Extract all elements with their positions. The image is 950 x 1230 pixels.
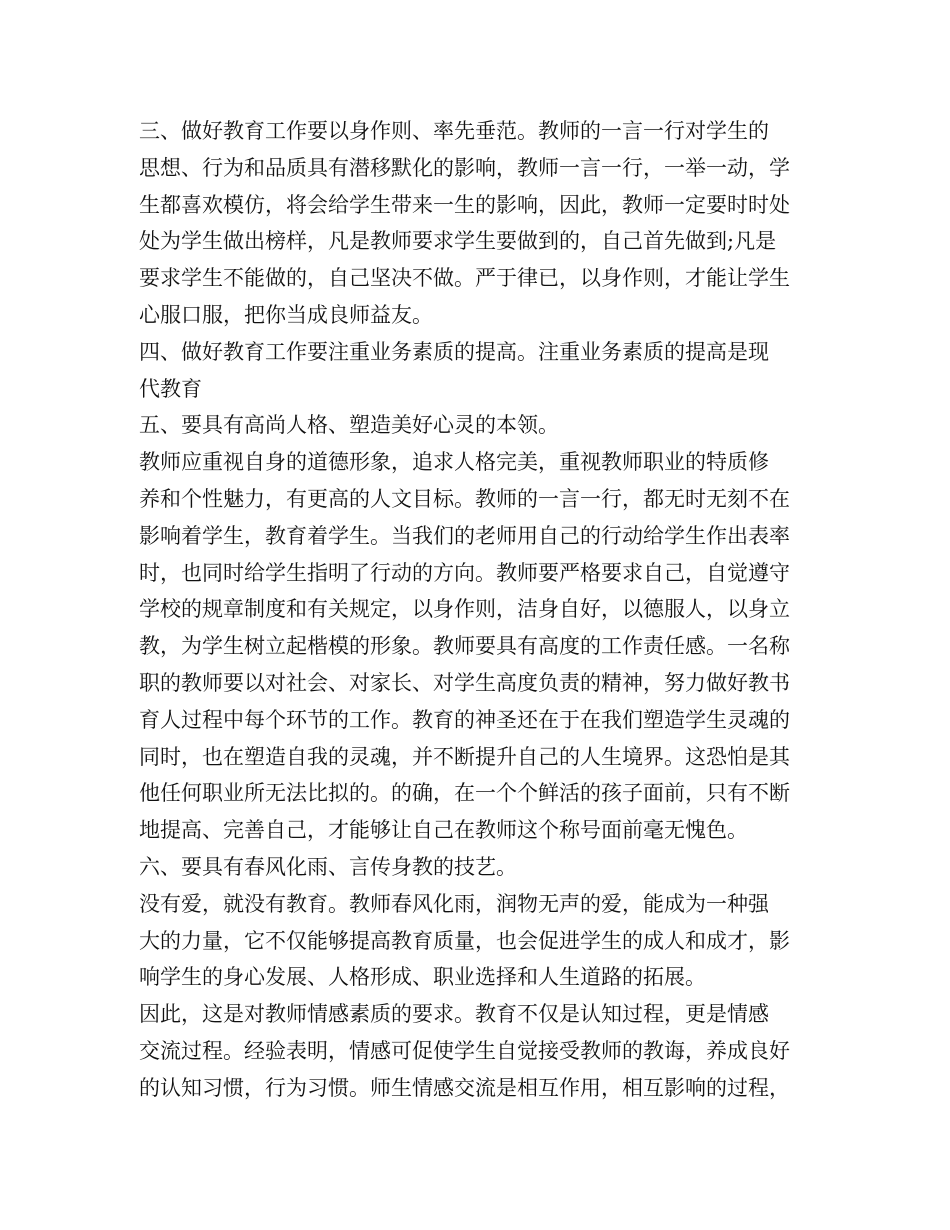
text-line: 三、做好教育工作要以身作则、率先垂范。教师的一言一行对学生的: [139, 119, 769, 143]
text-line: 四、做好教育工作要注重业务素质的提高。注重业务素质的提高是现: [139, 339, 769, 364]
text-line: 思想、行为和品质具有潜移默化的影响，教师一言一行，一举一动，学: [139, 155, 790, 180]
text-line: 时，也同时给学生指明了行动的方向。教师要严格要求自己，自觉遵守: [139, 560, 790, 585]
text-line: 没有爱，就没有教育。教师春风化雨，润物无声的爱，能成为一种强: [139, 891, 769, 916]
text-line: 他任何职业所无法比拟的。的确，在一个个鲜活的孩子面前，只有不断: [139, 781, 790, 806]
text-line: 影响着学生，教育着学生。当我们的老师用自己的行动给学生作出表率: [139, 523, 790, 548]
text-line: 职的教师要以对社会、对家长、对学生高度负责的精神，努力做好教书: [139, 670, 790, 695]
text-line: 六、要具有春风化雨、言传身教的技艺。: [139, 854, 517, 879]
text-line: 教，为学生树立起楷模的形象。教师要具有高度的工作责任感。一名称: [139, 634, 790, 659]
text-line: 学校的规章制度和有关规定，以身作则，洁身自好，以德服人，以身立: [139, 597, 790, 622]
text-line: 的认知习惯，行为习惯。师生情感交流是相互作用，相互影响的过程，: [139, 1075, 790, 1100]
text-line: 响学生的身心发展、人格形成、职业选择和人生道路的拓展。: [139, 965, 706, 990]
text-line: 代教育: [139, 376, 202, 401]
text-line: 处为学生做出榜样，凡是教师要求学生要做到的，自己首先做到;凡是: [139, 229, 777, 254]
text-line: 五、要具有高尚人格、塑造美好心灵的本领。: [139, 413, 559, 438]
text-line: 要求学生不能做的，自己坚决不做。严于律已，以身作则，才能让学生: [139, 266, 790, 291]
text-line: 心服口服，把你当成良师益友。: [139, 302, 433, 327]
text-line: 因此，这是对教师情感素质的要求。教育不仅是认知过程，更是情感: [139, 1002, 769, 1027]
text-line: 养和个性魅力，有更高的人文目标。教师的一言一行，都无时无刻不在: [139, 486, 790, 511]
text-line: 教师应重视自身的道德形象，追求人格完美，重视教师职业的特质修: [139, 450, 769, 475]
text-line: 育人过程中每个环节的工作。教育的神圣还在于在我们塑造学生灵魂的: [139, 707, 790, 732]
text-line: 大的力量，它不仅能够提高教育质量，也会促进学生的成人和成才，影: [139, 928, 790, 953]
text-line: 地提高、完善自己，才能够让自己在教师这个称号面前毫无愧色。: [139, 818, 748, 843]
text-line: 同时，也在塑造自我的灵魂，并不断提升自己的人生境界。这恐怕是其: [139, 744, 790, 769]
text-line: 交流过程。经验表明，情感可促使学生自觉接受教师的教诲，养成良好: [139, 1038, 790, 1063]
body-text: [139, 113, 819, 1107]
text-line: 生都喜欢模仿，将会给学生带来一生的影响，因此，教师一定要时时处: [139, 192, 790, 217]
